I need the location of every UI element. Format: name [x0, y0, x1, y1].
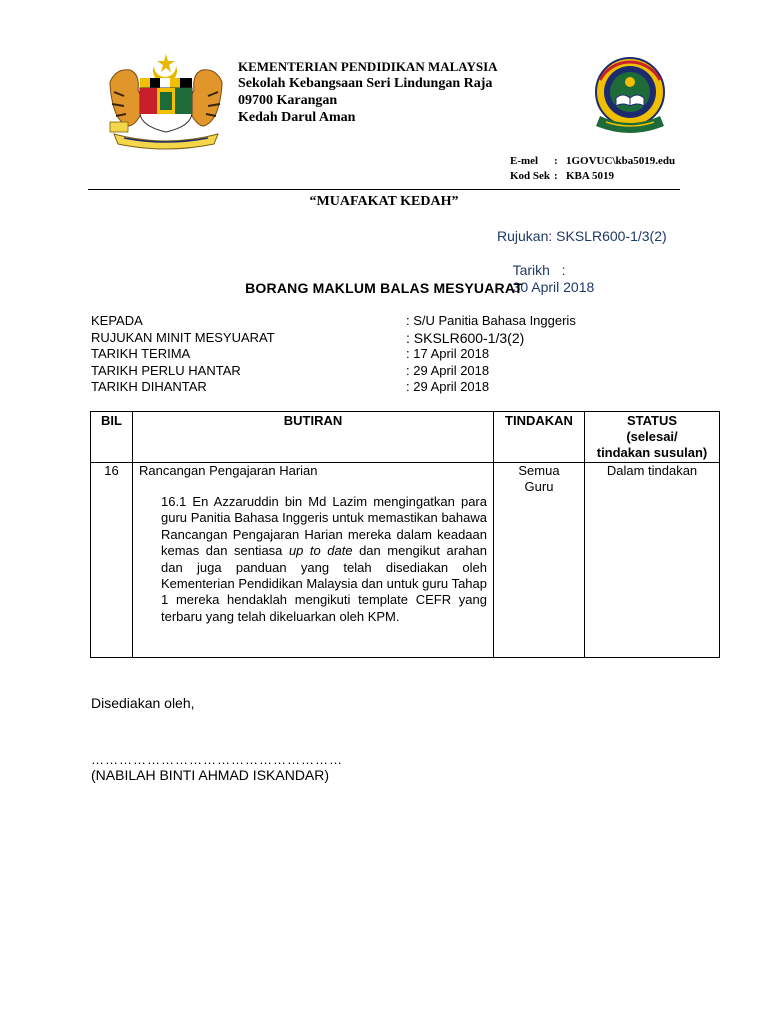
postcode-town: 09700 Karangan: [238, 93, 338, 108]
info-label: TARIKH DIHANTAR: [91, 379, 207, 394]
date-row: [497, 245, 667, 313]
school-name: Sekolah Kebangsaan Seri Lindungan Raja: [238, 76, 493, 91]
motto: “MUAFAKAT KEDAH”: [309, 194, 459, 209]
date-label: Tarikh :: [512, 262, 566, 278]
state-name: Kedah Darul Aman: [238, 110, 356, 125]
school-code-row: Kod Sek : KBA 5019: [510, 170, 614, 182]
ministry-name: KEMENTERIAN PENDIDIKAN MALAYSIA: [238, 59, 498, 74]
header-tindakan: TINDAKAN: [505, 413, 573, 428]
info-value: : SKSLR600-1/3(2): [406, 329, 525, 346]
column-divider: [493, 412, 494, 657]
row-tindakan-line: Guru: [524, 479, 554, 494]
header-bil: BIL: [101, 413, 122, 428]
organisation-block: [238, 58, 498, 126]
column-divider: [132, 412, 133, 657]
info-label: TARIKH PERLU HANTAR: [91, 362, 241, 378]
header-butiran: BUTIRAN: [283, 413, 343, 428]
contact-block: [510, 154, 675, 184]
form-title: BORANG MAKLUM BALAS MESYUARAT: [245, 280, 523, 296]
row-tindakan: [494, 463, 584, 495]
school-code-label: Kod Sek: [510, 170, 551, 182]
school-code-value: KBA 5019: [566, 170, 614, 182]
row-tindakan-line: Semua: [518, 463, 560, 478]
email-value: 1GOVUC\kba5019.edu: [566, 155, 676, 167]
header-status-line: (selesai/: [626, 429, 678, 444]
info-label: KEPADA: [91, 313, 143, 328]
email-label: E-mel: [510, 155, 539, 167]
row-title: Rancangan Pengajaran Harian: [139, 463, 318, 478]
row-status: Dalam tindakan: [606, 463, 698, 478]
header-status: [585, 413, 719, 461]
info-value: : 17 April 2018: [406, 346, 490, 361]
row-description: [161, 494, 487, 625]
info-value: : 29 April 2018: [406, 379, 490, 394]
info-label: TARIKH TERIMA: [91, 346, 191, 361]
info-value: : 29 April 2018: [406, 362, 490, 378]
reference-value: SKSLR600-1/3(2): [556, 228, 667, 244]
row-description-italic: up to date: [288, 543, 353, 559]
row-bil: 16: [104, 463, 119, 478]
row-description-text: 16.1 En Azzaruddin bin Md Lazim mengingatkan para guru Panitia Bahasa Inggeris untuk memastikan bahawa Rancangan Pengajaran Harian mereka dalam keadaan kemas dan sentiasa: [161, 494, 487, 559]
row-description-text: dan mengikut arahan dan juga panduan yang telah disediakan oleh Kementerian Pendidikan Malaysia dan untuk guru Tahap 1 mereka hendaklah mengikuti template CEFR yang terbaru yang telah dikeluarkan oleh KPM.: [161, 543, 488, 624]
reference-block: [497, 228, 667, 313]
school-logo: [584, 52, 676, 144]
reference-row: [497, 228, 667, 245]
email-row: E-mel : 1GOVUC\kba5019.edu: [510, 155, 676, 167]
header-status-line: tindakan susulan): [596, 445, 708, 460]
signer-name: (NABILAH BINTI AHMAD ISKANDAR): [91, 767, 330, 783]
date-value: 30 April 2018: [512, 279, 595, 295]
signature-line: ………………………………………………: [91, 752, 343, 767]
info-label: RUJUKAN MINIT MESYUARAT: [91, 329, 275, 345]
header-status-line: STATUS: [626, 413, 678, 428]
header-divider: [88, 189, 680, 190]
prepared-by-label: Disediakan oleh,: [91, 695, 195, 711]
info-value: : S/U Panitia Bahasa Inggeris: [406, 313, 576, 328]
reference-label: Rujukan:: [497, 228, 553, 244]
coat-of-arms-logo: [104, 52, 228, 152]
